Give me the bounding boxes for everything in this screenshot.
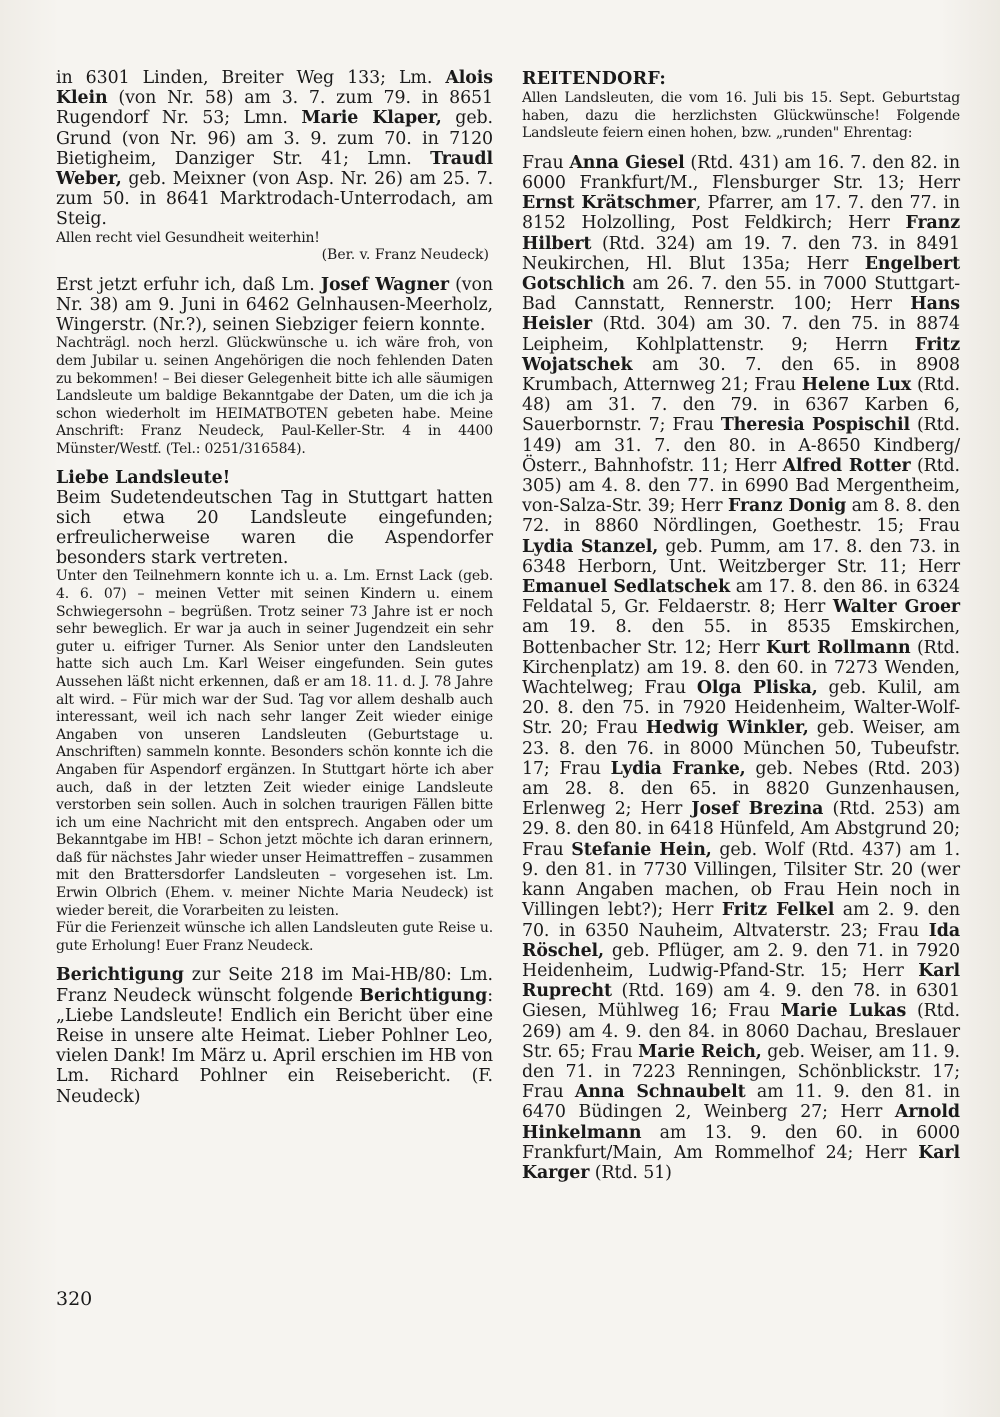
person-name: Anna Giesel <box>569 152 685 173</box>
person-name: Helene Lux <box>801 375 912 396</box>
right-column <box>522 68 960 1183</box>
participants-paragraph: Unter den Teilnehmern konnte ich u. a. Lm. Ernst Lack (geb. 4. 6. 07) – meinen Vetter mit seinen Kindern u. einem Schwiegersohn – begrüßen. Trotz seiner 73 Jahre ist er noch sehr beweglich. Er war ja auch in seiner Jugendzeit ein sehr guter u. eifriger Turner. Als Senior unter den Landsleuten hatte sich auch Lm. Karl Weiser eingefunden. Sein gutes Aussehen läßt nicht erkennen, daß er am 18. 11. d. J. 78 Jahre alt wird. – Für mich war der Sud. Tag vor allem deshalb auch interessant, weil ich nach sehr langer Zeit wieder einige Angaben von unseren Landsleuten (Geburtstage u. Anschriften) sammeln konnte. Besonders schön konnte ich die Angaben für Aspendorf ergänzen. In Stuttgart hörte ich aber auch, daß in der letzten Zeit wieder einige Landsleute verstorben sein sollen. Auch in solchen traurigen Fällen bitte ich um eine Nachricht mit den entsprech. Angaben oder um Bekanntgabe im HB! – Schon jetzt möchte ich daran erinnern, daß für nächstes Jahr wieder unser Heimattreffen – zusammen mit den Brattersdorfer Landsleuten – vorgesehen ist. Lm. Erwin Olbrich (Ehem. v. meiner Nichte Maria Neudeck) ist wieder bereit, die Vorarbeiten zu leisten. <box>56 568 493 919</box>
person-name: Olga Pliska, <box>696 678 818 699</box>
person-name: Josef Brezina <box>691 799 824 820</box>
person-name: Marie Reich, <box>638 1041 762 1062</box>
person-name: Engelbert Gotschlich <box>522 253 960 294</box>
person-name: Lydia Franke, <box>610 758 746 779</box>
person-name: Franz Hilbert <box>522 213 960 254</box>
person-name: Marie Klaper, <box>301 108 442 129</box>
left-column <box>56 68 493 1107</box>
person-name: Theresia Pospischil <box>720 415 911 436</box>
section-heading-reitendorf: REITENDORF: <box>522 69 667 89</box>
wishes-line: Allen recht viel Gesundheit weiterhin! <box>56 229 320 246</box>
person-name: Berichtigung <box>359 985 488 1006</box>
section-heading-liebe-landsleute: Liebe Landsleute! <box>56 467 231 488</box>
person-name: Marie Lukas <box>780 1001 907 1022</box>
person-name: Ernst Krätschmer <box>522 193 696 214</box>
correction-paragraph: Berichtigung zur Seite 218 im Mai-HB/80: Lm. Franz Neudeck wünscht folgende Berichtigung: „Liebe Landsleute! Endlich ein Bericht über eine Reise in unsere alte Heimat. Lieber Pohlner Leo, vielen Dank! Im März u. April erschien im HB von Lm. Richard Pohlner ein Reisebericht. (F. Neudeck) <box>56 965 493 1107</box>
wagner-paragraph: Erst jetzt erfuhr ich, daß Lm. Josef Wagner (von Nr. 38) am 9. Juni in 6462 Gelnhausen-Meerholz, Wingerstr. (Nr.?), seinen Siebziger feiern konnte. <box>56 274 493 336</box>
reitendorf-intro: Allen Landsleuten, die vom 16. Juli bis 15. Sept. Geburtstag haben, dazu die herzlichsten Glückwünsche! Folgende Landsleute feiern einen hohen, bzw. „runden" Ehrentag: <box>522 90 960 142</box>
page-number: 320 <box>56 1288 93 1310</box>
person-name: Hans Heisler <box>522 294 960 335</box>
birthday-list-aspendorf: in 6301 Linden, Breiter Weg 133; Lm. Alois Klein (von Nr. 58) am 3. 7. zum 79. in 8651 Rugendorf Nr. 53; Lmn. Marie Klaper, geb. Grund (von Nr. 96) am 3. 9. zum 70. in 7120 Bietigheim, Danziger Str. 41; Lmn. Traudl Weber, geb. Meixner (von Asp. Nr. 26) am 25. 7. zum 50. in 8641 Marktrodach-Unterrodach, am Steig. <box>56 68 493 230</box>
person-name: Hedwig Winkler, <box>645 718 809 739</box>
person-name: Walter Groer <box>832 597 960 618</box>
person-name: Alois Klein <box>56 68 493 109</box>
person-name: Lydia Stanzel, <box>522 536 659 557</box>
report-signature: (Ber. v. Franz Neudeck) <box>321 247 489 264</box>
sudeten-day-paragraph: Beim Sudetendeutschen Tag in Stuttgart hatten sich etwa 20 Landsleute eingefunden; erfreulicherweise waren die Aspendorfer besonders stark vertreten. <box>56 487 493 569</box>
person-name: Emanuel Sedlatschek <box>522 577 731 598</box>
person-name: Franz Donig <box>728 496 847 517</box>
person-name: Stefanie Hein, <box>571 839 712 860</box>
person-name: Fritz Wojatschek <box>522 334 960 375</box>
person-name: Alfred Rotter <box>782 455 911 476</box>
person-name: Arnold Hinkelmann <box>522 1102 960 1143</box>
person-name: Berichtigung <box>56 965 184 986</box>
person-name: Traudl Weber, <box>56 148 493 190</box>
person-name: Karl Karger <box>522 1142 960 1183</box>
person-name: Kurt Rollmann <box>766 637 911 658</box>
person-name: Fritz Felkel <box>721 900 835 921</box>
belated-wishes-paragraph: Nachträgl. noch herzl. Glückwünsche u. ich wäre froh, von dem Jubilar u. seinen Angehörigen die noch fehlenden Daten zu bekommen! – Bei dieser Gelegenheit bitte ich alle säumigen Landsleute um baldige Bekanntgabe der Daten, um die ich ja schon wiederholt im HEIMATBOTEN gebeten habe. Meine Anschrift: Franz Neudeck, Paul-Keller-Str. 4 in 4400 Münster/Westf. (Tel.: 0251/316584). <box>56 335 493 457</box>
holiday-wishes-paragraph: Für die Ferienzeit wünsche ich allen Landsleuten gute Reise u. gute Erholung! Euer Franz Neudeck. <box>56 920 493 954</box>
person-name: Ida Röschel, <box>522 920 960 961</box>
person-name: Anna Schnaubelt <box>574 1082 746 1103</box>
person-name: Karl Ruprecht <box>522 960 960 1002</box>
person-name: Josef Wagner <box>320 274 449 295</box>
reitendorf-birthday-list: Frau Anna Giesel (Rtd. 431) am 16. 7. den 82. in 6000 Frankfurt/M., Flensburger Str. 13; Herr Ernst Krätschmer, Pfarrer, am 17. 7. den 77. in 8152 Holzolling, Post Feldkirch; Herr Franz Hilbert (Rtd. 324) am 19. 7. den 73. in 8491 Neukirchen, Hl. Blut 135a; Herr Engelbert Gotschlich am 26. 7. den 55. in 7000 Stuttgart-Bad Cannstatt, Rennerstr. 100; Herr Hans Heisler (Rtd. 304) am 30. 7. den 75. in 8874 Leipheim, Kohlplattenstr. 9; Herrn Fritz Wojatschek am 30. 7. den 65. in 8908 Krumbach, Atternweg 21; Frau Helene Lux (Rtd. 48) am 31. 7. den 79. in 6367 Karben 6, Sauerbornstr. 7; Frau Theresia Pospischil (Rtd. 149) am 31. 7. den 80. in A-8650 Kindberg/Österr., Bahnhofstr. 11; Herr Alfred Rotter (Rtd. 305) am 4. 8. den 77. in 6990 Bad Mergentheim, von-Salza-Str. 39; Herr Franz Donig am 8. 8. den 72. in 8860 Nördlingen, Goethestr. 15; Frau Lydia Stanzel, geb. Pumm, am 17. 8. den 73. in 6348 Herborn, Unt. Weitzberger Str. 11; Herr Emanuel Sedlatschek am 17. 8. den 86. in 6324 Feldatal 5, Gr. Feldaerstr. 8; Herr Walter Groer am 19. 8. den 55. in 8535 Emskirchen, Bottenbacher Str. 12; Herr Kurt Rollmann (Rtd. Kirchenplatz) am 19. 8. den 60. in 7273 Wenden, Wachtelweg; Frau Olga Pliska, geb. Kulil, am 20. 8. den 75. in 7920 Heidenheim, Walter-Wolf-Str. 20; Frau Hedwig Winkler, geb. Weiser, am 23. 8. den 76. in 8000 München 50, Tubeufstr. 17; Frau Lydia Franke, geb. Nebes (Rtd. 203) am 28. 8. den 65. in 8820 Gunzenhausen, Erlenweg 2; Herr Josef Brezina (Rtd. 253) am 29. 8. den 80. in 6418 Hünfeld, Am Abstgrund 20; Frau Stefanie Hein, geb. Wolf (Rtd. 437) am 1. 9. den 81. in 7730 Villingen, Tilsiter Str. 20 (wer kann Angaben machen, ob Frau Hein noch in Villingen lebt?); Herr Fritz Felkel am 2. 9. den 70. in 6350 Nauheim, Altvaterstr. 23; Frau Ida Röschel, geb. Pflüger, am 2. 9. den 71. in 7920 Heidenheim, Ludwig-Pfand-Str. 15; Herr Karl Ruprecht (Rtd. 169) am 4. 9. den 78. in 6301 Giesen, Mühlweg 16; Frau Marie Lukas (Rtd. 269) am 4. 9. den 84. in 8060 Dachau, Breslauer Str. 65; Frau Marie Reich, geb. Weiser, am 11. 9. den 71. in 7223 Renningen, Schönblickstr. 17; Frau Anna Schnaubelt am 11. 9. den 81. in 6470 Büdingen 2, Weinberg 27; Herr Arnold Hinkelmann am 13. 9. den 60. in 6000 Frankfurt/Main, Am Rommelhof 24; Herr Karl Karger (Rtd. 51) <box>522 152 961 1183</box>
